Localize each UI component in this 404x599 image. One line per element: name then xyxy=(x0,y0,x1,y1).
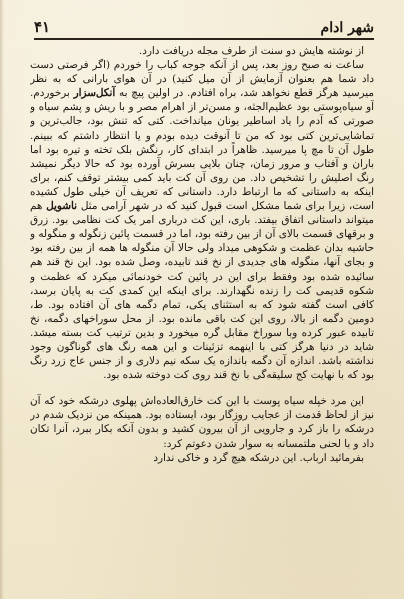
body-text xyxy=(30,44,374,581)
paragraph-carriage xyxy=(30,394,374,450)
paragraph-text: این مرد خپله سیاه پوست با این کت خارق‌العاده‌اش پهلوی درشکه خود که آن نیز از لحاظ قدمت از عجایب روزگار بود، ایستاده بود. همینکه من نزدیک شدم در درشکه را باز کرد و جارویی از آن بیرون کشید و بدون آنکه بکار ببرد، آنرا تکان داد و با لحنی ملتمسانه به سوار شدن دعوتم کرد: xyxy=(30,395,374,450)
paragraph-intro xyxy=(30,44,374,58)
bold-name: آنکل‌سزار xyxy=(73,87,116,100)
paragraph-text: از نوشته هایش دو سنت از طرف مجله دریافت دارد. xyxy=(138,45,364,57)
paragraph-text: هم میتواند داستانی اتفاق بیفتد. باری، این کت درباری امر یک کت نظامی بود. زرق و برقهای قسمت بالای آن از بین رفته بود، اما در قسمت پائین زنگوله و منگوله و حاشیه بدان عظمت و شکوهی میداد ولی حالا آن منگوله ها همه از بین رفته بود و بجای آنها، منگوله های جدیدی از نخ قند تابیده، وصل شده بود. این نخ قند هم سائیده شده بود وفقط برای این در پائین کت خودنمائی میکرد که عظمت و شکوه قدیمی کت را زنده نگهدارند. برای اینکه این کمدی کت به پایان برسد، کافی است گفته شود که به استثنای یکی، تمام دگمه های آن افتاده بود. ط، دومین دگمه از بالا، روی این کت باقی مانده بود. از محل سوراخهای دگمه، نخ تابیده عبور کرده وبا سوراخ مقابل گره میخورد و بدین ترتیب کت بسته میشد. شاید در دنیا هرگز کتی با اینهمه تزئینات و این همه رنگ های گوناگون وجود نداشته باشد. اندازه آن دگمه باندازه یک سکه نیم دلاری و از جنس عاج زرد رنگ بود که با نهایت کج سلیقه‌گی با نخ قند روی کت دوخته شده بود. xyxy=(30,200,374,382)
bold-name: ناشویل xyxy=(46,200,78,213)
paragraph-text: بفرمائید ارباب. این درشکه هیچ گرد و خاکی ندارد xyxy=(153,451,364,464)
paragraph-text: برخوردم. آو سیاه‌پوستی بود عظیم‌الجثه، و مسن‌تر از اهرام مصر و با ریش و پشم سیاه و صورتی که آدم را یاد اساطیر یونان میانداخت. کتی که تنش بود، جالب‌ترین و تماشایی‌ترین کتی بود که من تا آنوقت دیده بودم و یا انتظار داشتم که ببینم. طول آن تا مچ پا میرسید. ظاهراً در ابتدای کار، رنگش بلک تخته و تیره بود اما باران و آفتاب و مرور زمان، چنان بلایی بسرش آورده بود که حالا دیگر نمیشد رنگ اصلیش را تشخیص داد. من روی آن کت باید کمی بیشتر توقف کنم، برای اینکه به داستانی که ما ارتباط دارد. داستانی که تعریف آن خیلی طول کشیده است، زیرا برای شما مشکل است قبول کنید که در شهر آرامی مثل xyxy=(30,87,374,213)
paragraph-text: ساعت نه صبح روز بعد، پس از آنکه جوجه کباب را خوردم (اگر فرصتی دست داد شما هم بعنوان آزمایش از آن میل کنید) در آن هوای بارانی که به نظر میرسید هرگز قطع نخواهد شد، براه افتادم. در اولین پیچ به xyxy=(30,59,374,100)
paragraph-invitation xyxy=(30,451,374,465)
paragraph-uncle-caesar xyxy=(30,58,374,382)
page-edge-shadow xyxy=(0,0,4,599)
running-title: شهر ادام xyxy=(320,20,374,36)
page-number: ۴۱ xyxy=(34,18,51,36)
page-header xyxy=(34,14,374,40)
